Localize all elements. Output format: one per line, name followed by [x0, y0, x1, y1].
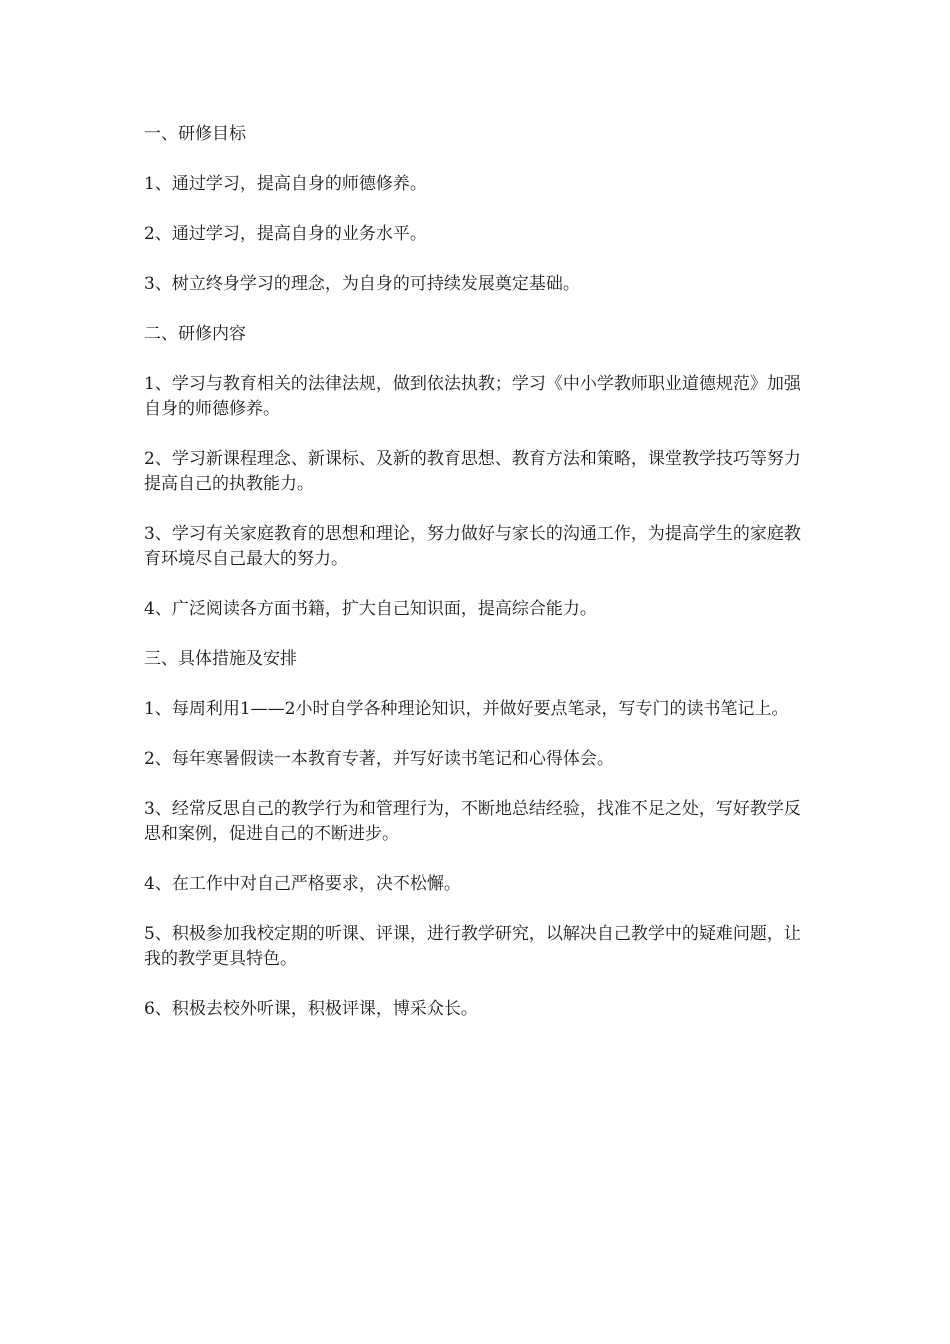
paragraph: 1、学习与教育相关的法律法规，做到依法执教；学习《中小学教师职业道德规范》加强自身的师德修养。	[144, 374, 801, 419]
paragraph: 3、经常反思自己的教学行为和管理行为，不断地总结经验，找准不足之处，写好教学反思和案例，促进自己的不断进步。	[144, 799, 801, 844]
paragraph: 2、通过学习，提高自身的业务水平。	[144, 224, 427, 244]
section-heading-goals: 一、研修目标	[144, 124, 246, 144]
paragraph: 4、在工作中对自己严格要求，决不松懈。	[144, 874, 461, 894]
paragraph: 2、每年寒暑假读一本教育专著，并写好读书笔记和心得体会。	[144, 749, 614, 769]
paragraph: 5、积极参加我校定期的听课、评课，进行教学研究，以解决自己教学中的疑难问题，让我的教学更具特色。	[144, 924, 801, 969]
paragraph: 3、学习有关家庭教育的思想和理论，努力做好与家长的沟通工作，为提高学生的家庭教育环境尽自己最大的努力。	[144, 524, 801, 569]
paragraph: 1、每周利用1——2小时自学各种理论知识，并做好要点笔录，写专门的读书笔记上。	[144, 699, 789, 719]
section-heading-measures: 三、具体措施及安排	[144, 649, 297, 669]
paragraph: 6、积极去校外听课，积极评课，博采众长。	[144, 999, 478, 1019]
document-body	[144, 122, 812, 1047]
paragraph: 4、广泛阅读各方面书籍，扩大自己知识面，提高综合能力。	[144, 599, 597, 619]
paragraph: 1、通过学习，提高自身的师德修养。	[144, 174, 427, 194]
paragraph: 3、树立终身学习的理念，为自身的可持续发展奠定基础。	[144, 274, 580, 294]
section-heading-content: 二、研修内容	[144, 324, 246, 344]
paragraph: 2、学习新课程理念、新课标、及新的教育思想、教育方法和策略，课堂教学技巧等努力提高自己的执教能力。	[144, 449, 801, 494]
